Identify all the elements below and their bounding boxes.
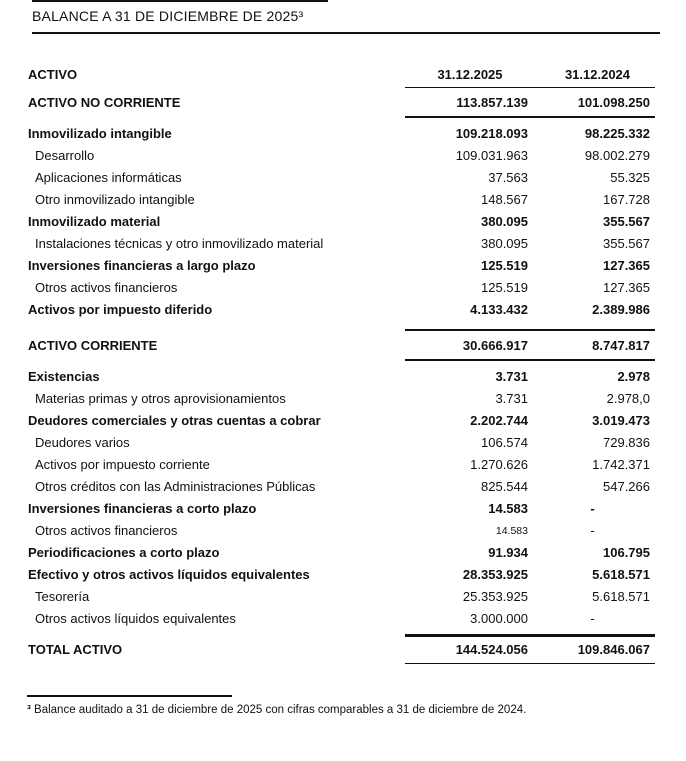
value-2025: 4.133.432 [470,302,528,317]
non-current-assets-rows [28,118,660,321]
row-label: Deudores comerciales y otras cuentas a cobrar [28,413,321,428]
value-2025: 3.731 [495,391,528,406]
value-2025: 125.519 [481,258,528,273]
page-title: BALANCE A 31 DE DICIEMBRE DE 2025³ [32,8,304,24]
row-label: Activos por impuesto corriente [35,457,210,472]
table-row [28,90,660,116]
footnote [27,703,660,718]
value-2024: - [590,501,595,516]
table-row [28,255,660,277]
value-2025: 144.524.056 [455,641,528,657]
table-row [28,542,660,564]
value-2025: 148.567 [481,192,528,207]
value-2024: 5.618.571 [592,567,650,582]
table-row [28,564,660,586]
footnote-marker: ³ [27,703,31,716]
row-label: TOTAL ACTIVO [28,641,123,657]
row-label: Materias primas y otros aprovisionamientos [35,391,286,406]
row-label: Tesorería [35,589,90,604]
value-2024: 3.019.473 [592,413,650,428]
column-header-2024: 31.12.2024 [564,66,631,82]
value-2025: 825.544 [481,479,528,494]
value-2025: 113.857.139 [456,95,528,110]
table-row [28,233,660,255]
value-2024: 167.728 [603,192,650,207]
row-label: Aplicaciones informáticas [35,170,182,185]
value-2025: 125.519 [481,280,528,295]
value-2025: 14.583 [495,525,528,537]
table-row [28,476,660,498]
table-row [28,388,660,410]
value-2025: 1.270.626 [470,457,528,472]
column-headers [405,64,660,86]
table-row [28,167,660,189]
table-row [28,211,660,233]
value-2025: 14.583 [488,501,528,516]
value-2024: 729.836 [603,435,650,450]
table-row [28,277,660,299]
table-row [28,189,660,211]
row-label: Instalaciones técnicas y otro inmovilizado material [35,236,324,251]
value-2025: 380.095 [481,214,528,229]
table-row [28,498,660,520]
value-2025: 30.666.917 [462,338,528,353]
value-2025: 106.574 [481,435,528,450]
value-2025: 2.202.744 [470,413,528,428]
row-label: Inversiones financieras a largo plazo [28,258,256,273]
value-2025: 3.000.000 [470,611,528,626]
table-row [28,410,660,432]
value-2025: 91.934 [488,545,528,560]
row-label: ACTIVO NO CORRIENTE [28,95,181,110]
row-label: Inversiones financieras a corto plazo [28,501,257,516]
table-row [28,637,660,663]
value-2024: 127.365 [603,280,650,295]
table-row [28,123,660,145]
rule-above-activo-corriente [405,329,655,331]
value-2024: 98.002.279 [584,148,650,163]
value-2025: 3.731 [495,369,528,384]
value-2024: - [590,523,595,538]
value-2024: 55.325 [610,170,650,185]
table-row [28,432,660,454]
value-2025: 37.563 [488,170,528,185]
row-label: Existencias [28,369,100,384]
row-label: ACTIVO CORRIENTE [28,338,158,353]
value-2024: 355.567 [603,236,650,251]
value-2024: 1.742.371 [592,457,650,472]
value-2024: 106.795 [603,545,650,560]
table-row [28,333,660,359]
value-2024: 5.618.571 [592,589,650,604]
row-label: Inmovilizado material [28,214,161,229]
row-label: Inmovilizado intangible [28,126,172,141]
value-2024: 547.266 [603,479,650,494]
rule-under-total-activo [405,663,655,665]
value-2024: 101.098.250 [577,95,650,110]
row-label: Otros activos financieros [35,280,178,295]
value-2024: 2.978,0 [606,391,650,406]
row-label: Activos por impuesto diferido [28,302,213,317]
value-2024: 2.978 [617,369,650,384]
rule-under-column-headers [405,87,655,89]
title-rule [32,32,660,34]
table-row [28,145,660,167]
value-2025: 109.031.963 [455,148,528,163]
value-2025: 380.095 [481,236,528,251]
table-row [28,520,660,542]
table-row [28,608,660,630]
current-assets-rows [28,361,660,630]
value-2024: 109.846.067 [577,641,650,657]
footnote-text: Balance auditado a 31 de diciembre de 2025 con cifras comparables a 31 de diciembre de 2024. [30,703,527,716]
row-label: Otros activos financieros [35,523,178,538]
row-label: Deudores varios [35,435,130,450]
table-row [28,299,660,321]
table-row [28,454,660,476]
row-label: Periodificaciones a corto plazo [28,545,220,560]
table-row [28,586,660,608]
value-2024: 98.225.332 [584,126,650,141]
row-label: Otro inmovilizado intangible [35,192,195,207]
value-2024: - [590,611,595,626]
value-2024: 355.567 [603,214,650,229]
column-header-activo: ACTIVO [28,66,78,82]
value-2024: 2.389.986 [592,302,650,317]
row-label: Otros activos líquidos equivalentes [35,611,236,626]
value-2025: 25.353.925 [462,589,528,604]
table-header-row [28,63,660,87]
value-2024: 8.747.817 [592,338,650,353]
table-row [28,366,660,388]
top-partial-rule [32,0,328,2]
row-label: Desarrollo [35,148,95,163]
value-2024: 127.365 [603,258,650,273]
value-2025: 109.218.093 [455,126,528,141]
row-label: Efectivo y otros activos líquidos equivalentes [28,567,310,582]
row-label: Otros créditos con las Administraciones Públicas [35,479,316,494]
footnote-rule [27,695,232,697]
value-2025: 28.353.925 [462,567,528,582]
column-header-2025: 31.12.2025 [437,66,503,82]
